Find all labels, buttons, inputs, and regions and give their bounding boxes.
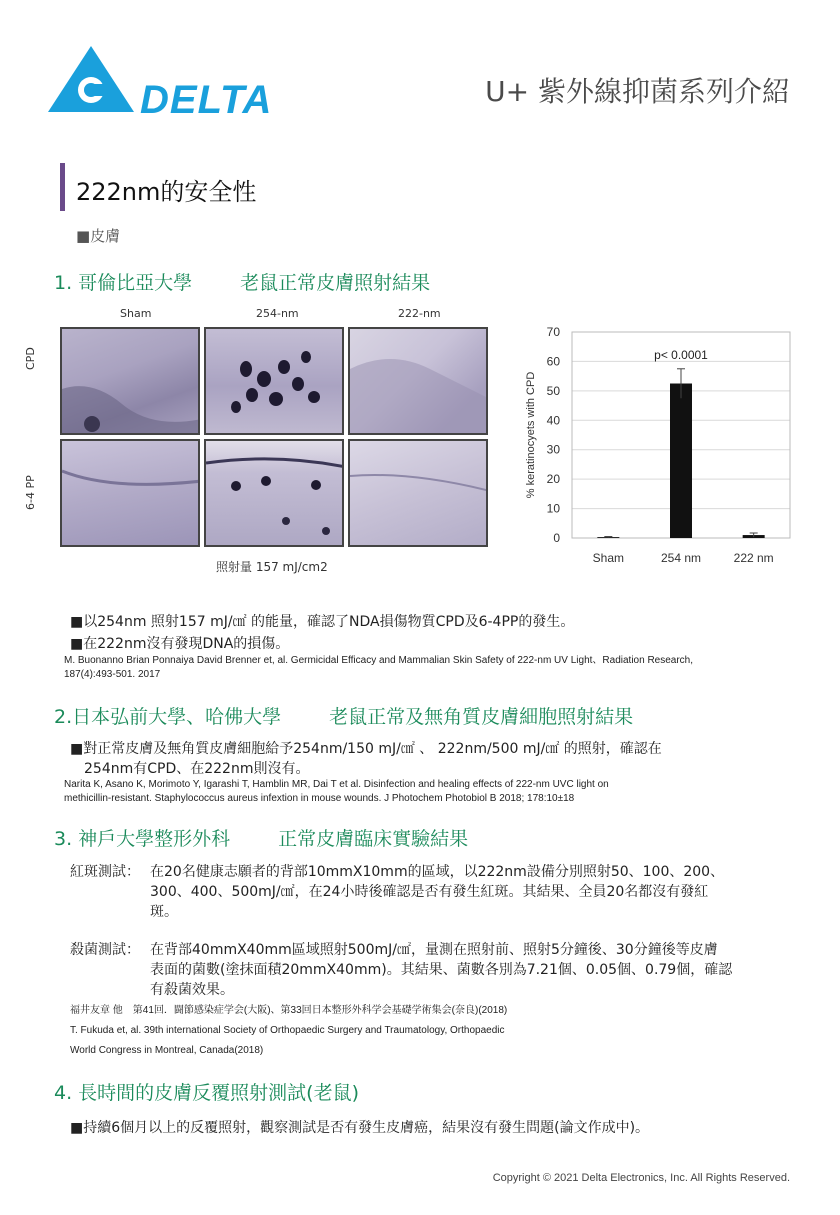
part3-ref-line-2: T. Fukuda et, al. 39th international Society of Orthopaedic Surgery and Traumatology, Orthopaedic: [70, 1025, 505, 1036]
part2-ref-line-1: Narita K, Asano K, Morimoto Y, Igarashi T, Hamblin MR, Dai T et al. Disinfection and healing effects of 222-nm UVC light on: [64, 779, 609, 790]
part2-heading-topic: 老鼠正常及無角質皮膚細胞照射結果: [329, 706, 634, 728]
sterilization-test-line-3: 有殺菌效果。: [150, 982, 234, 998]
part1-heading: [54, 268, 430, 295]
erythema-test-label: 紅斑測試：: [70, 864, 140, 880]
x-tick-label-0: Sham: [592, 551, 625, 565]
delta-logo-icon: [46, 44, 136, 114]
part3-ref-line-1: 福井友章 他 第41回．闘節感染症学会(大阪)、第33回日本整形外科学会基礎学術集会(奈良)(2018): [70, 1005, 508, 1016]
micrograph-64pp-222: [348, 439, 488, 547]
part2-bullet-line-1: ■對正常皮膚及無角質皮膚細胞給予254nm/150 mJ/㎠ 、 222nm/500 mJ/㎠ 的照射，確認在: [70, 741, 662, 757]
dose-caption: 照射量 157 mJ/cm2: [216, 560, 328, 574]
section-title: 222nm的安全性: [76, 178, 257, 206]
part3-heading-topic: 正常皮膚臨床實驗結果: [278, 828, 469, 850]
part1-bullet-1: ■以254nm 照射157 mJ/㎠ 的能量，確認了NDA損傷物質CPD及6-4PP的發生。: [70, 614, 575, 630]
row-label-64pp: 6-4 PP: [24, 475, 37, 510]
y-tick-label-30: 30: [546, 442, 560, 457]
y-tick-label-60: 60: [546, 354, 560, 369]
x-tick-label-1: 254 nm: [660, 551, 702, 565]
y-tick-label-20: 20: [546, 472, 560, 487]
micrograph-cpd-222: [348, 327, 488, 435]
part1-ref-line-2: 187(4):493-501. 2017: [64, 669, 161, 680]
part3-heading: [54, 824, 468, 851]
part1-heading-topic: 老鼠正常皮膚照射結果: [240, 272, 431, 294]
section-sub-label: ■皮膚: [76, 227, 121, 245]
copyright-footer: Copyright © 2021 Delta Electronics, Inc. All Rights Reserved.: [492, 1172, 790, 1184]
y-tick-label-40: 40: [546, 413, 560, 428]
sterilization-test-line-1: 在背部40mmX40mm區域照射500mJ/㎠，量測在照射前、照射5分鐘後、30分鐘後等皮膚: [150, 942, 718, 958]
part3-ref-line-3: World Congress in Montreal, Canada(2018): [70, 1045, 264, 1056]
part1-ref-line-1: M. Buonanno Brian Ponnaiya David Brenner et, al. Germicidal Efficacy and Mammalian Skin Safety of 222-nm UV Light、Radiation Research,: [64, 655, 694, 666]
micrograph-64pp-254: [204, 439, 344, 547]
micrograph-cpd-sham: [60, 327, 200, 435]
sterilization-test-line-2: 表面的菌數(塗抹面積20mmX40mm)。其結果、菌數各別為7.21個、0.05個、0.79個，確認: [150, 962, 733, 978]
y-tick-label-10: 10: [546, 501, 560, 516]
part2-heading: [54, 702, 633, 729]
part3-heading-org: 3. 神戶大學整形外科: [54, 828, 231, 850]
sterilization-test-label: 殺菌測試：: [70, 942, 140, 958]
part4-bullet: ■持續6個月以上的反覆照射，觀察測試是否有發生皮膚癌，結果沒有發生問題(論文作成中)。: [70, 1120, 650, 1136]
part2-ref-line-2: methicillin-resistant. Staphylococcus aureus infextion in mouse wounds. J Photochem Photobiol B 2018; 178:10±18: [64, 793, 575, 804]
section-accent-bar: [60, 163, 65, 211]
col-label-sham: Sham: [120, 307, 152, 320]
y-axis-label: % keratinocyets with CPD: [525, 371, 537, 499]
col-label-222: 222-nm: [398, 307, 441, 320]
x-tick-label-2: 222 nm: [733, 551, 774, 565]
p-value-annotation: p< 0.0001: [654, 347, 708, 362]
part1-bullet-2: ■在222nm沒有發現DNA的損傷。: [70, 636, 290, 652]
micrograph-cpd-254: [204, 327, 344, 435]
erythema-test-line-1: 在20名健康志願者的背部10mmX10mm的區域，以222nm設備分別照射50、100、200、: [150, 864, 725, 880]
part2-heading-org: 2.日本弘前大學、哈佛大學: [54, 706, 282, 728]
cpd-bar-chart: [510, 318, 810, 578]
y-tick-label-50: 50: [546, 383, 560, 398]
page-header-title: U+ 紫外線抑菌系列介紹: [485, 75, 790, 108]
erythema-test-line-3: 斑。: [150, 904, 178, 920]
col-label-254: 254-nm: [256, 307, 299, 320]
delta-logo-text: DELTA: [140, 78, 273, 122]
part2-bullet-line-2: 254nm有CPD、在222nm則沒有。: [84, 761, 310, 777]
y-tick-label-70: 70: [546, 325, 560, 339]
part4-heading: 4. 長時間的皮膚反覆照射測試(老鼠): [54, 1082, 359, 1104]
bar-1: [670, 384, 692, 539]
part1-heading-org: 1. 哥倫比亞大學: [54, 272, 193, 294]
erythema-test-line-2: 300、400、500mJ/㎠，在24小時後確認是否有發生紅斑。其結果、全員20名都沒有發紅: [150, 884, 709, 900]
micrograph-64pp-sham: [60, 439, 200, 547]
row-label-cpd: CPD: [24, 347, 37, 370]
y-tick-label-0: 0: [553, 531, 560, 545]
